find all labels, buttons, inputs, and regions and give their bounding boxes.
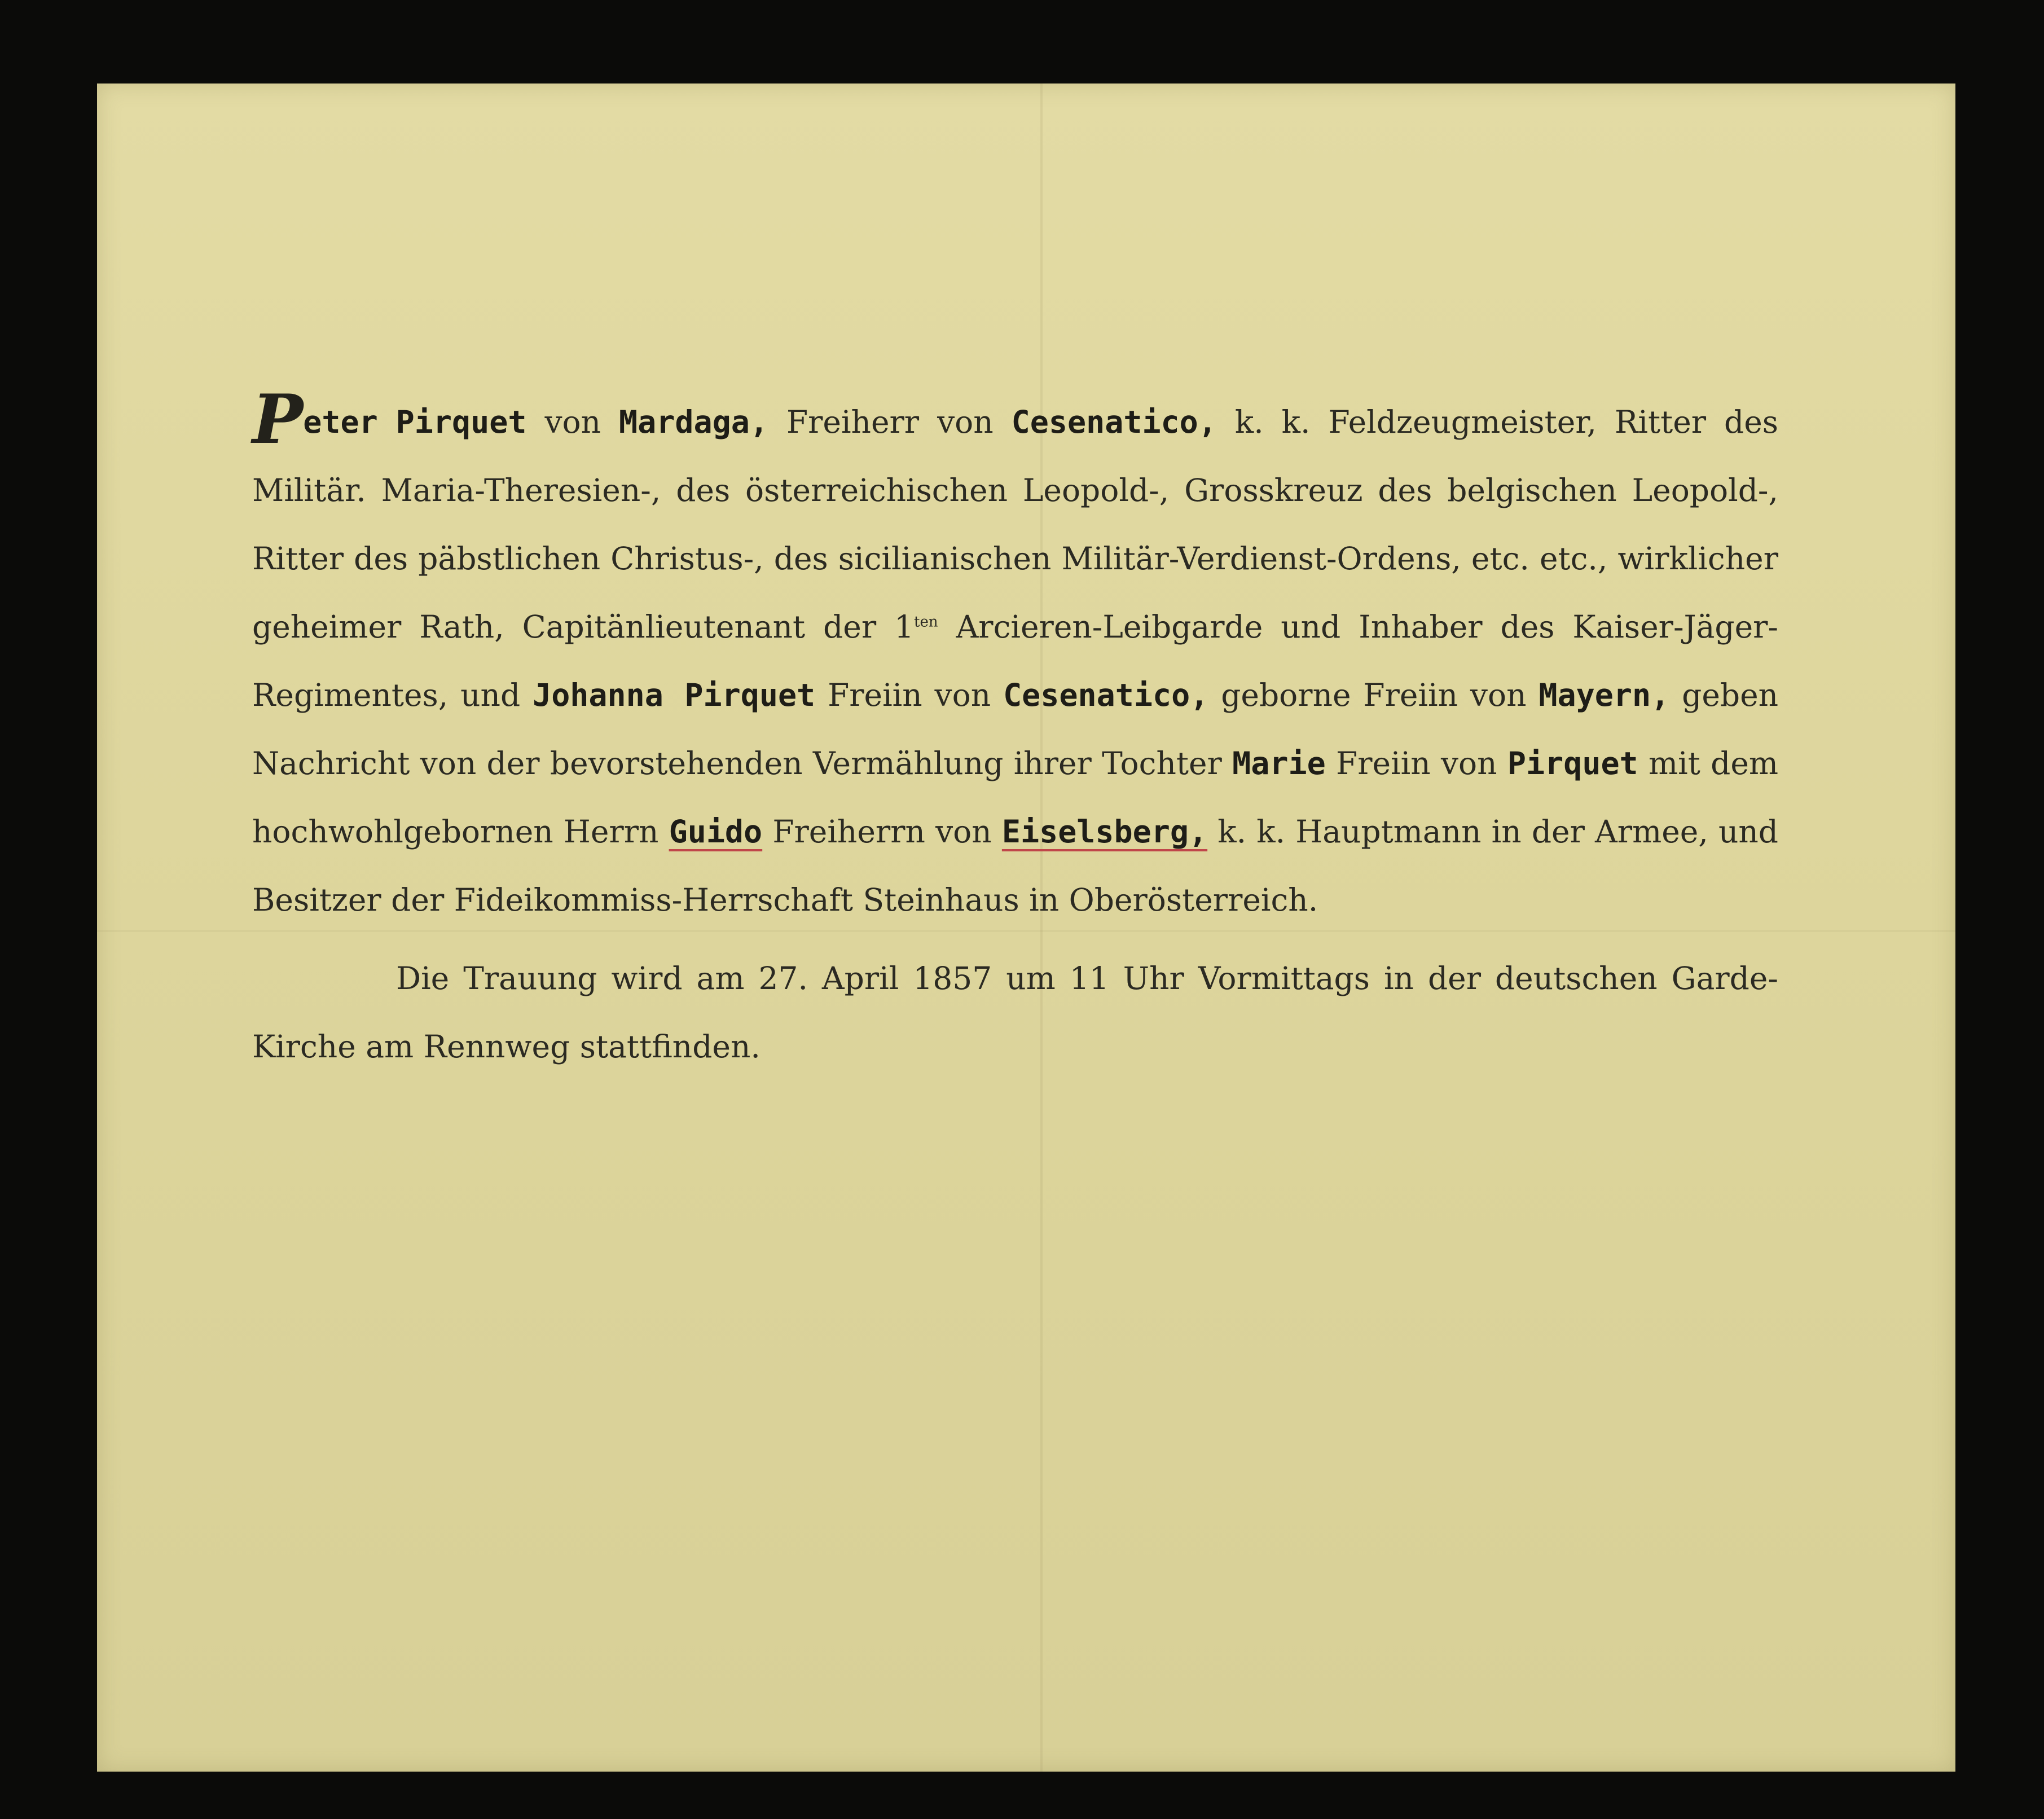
ceremony-paragraph: Die Trauung wird am 27. April 1857 um 11 Uhr Vormittags in der deutschen Garde-Kirche am Rennweg stattfinden. [252, 960, 1778, 1065]
paper-sheet [97, 84, 1955, 1772]
name-johanna-pirquet: Johanna Pirquet [533, 677, 816, 713]
drop-cap: P [252, 380, 304, 459]
text-titles: k. k. Feldzeugmeister, Ritter des Militär. Maria-Theresien-, des österreichischen Leopold-, Grosskreuz des belgischen Leopold-, Ritter des päbstlichen Christus-, des sicilianischen Militär-Verdienst-Ordens, etc. etc., wirklicher geheimer Rath, Capitänlieutenant der 1 [252, 404, 1779, 645]
name-guido: Guido [669, 814, 763, 850]
text-arcieren: Arcieren-Leibgarde und Inhaber des Kaiser-Jäger-Regimentes, und [252, 609, 1779, 713]
text-von: von [544, 404, 601, 440]
name-mayern: Mayern, [1539, 677, 1670, 713]
name-peter: eter [303, 404, 378, 440]
text-nachricht: geben Nachricht von der bevorstehenden Vermählung ihrer Tochter [252, 677, 1779, 781]
name-marie: Marie [1232, 745, 1326, 781]
name-pirquet: Pirquet [395, 404, 527, 440]
text-hochwohlgeborn: mit dem hochwohlgebornen Herrn [252, 745, 1779, 850]
text-freiin-von: Freiin von [828, 677, 991, 713]
text-freiherr-von: Freiherr von [786, 404, 994, 440]
text-geborne: geborne Freiin von [1221, 677, 1527, 713]
text-freiherrn-von: Freiherrn von [772, 814, 992, 850]
name-eiselsberg: Eiselsberg, [1001, 814, 1208, 850]
name-mardaga: Mardaga, [619, 404, 768, 440]
name-cesenatico-2: Cesenatico, [1003, 677, 1209, 713]
superscript-ten: ten [914, 613, 938, 631]
name-cesenatico: Cesenatico, [1011, 404, 1217, 440]
text-hauptmann: k. k. Hauptmann in der Armee, und Besitzer der Fideikommiss-Herrschaft Steinhaus in Oberösterreich. [252, 814, 1779, 918]
announcement-paragraph [252, 380, 1779, 934]
text-block [252, 380, 1779, 1081]
name-pirquet-2: Pirquet [1507, 745, 1638, 781]
text-freiin-von-2: Freiin von [1336, 745, 1497, 781]
